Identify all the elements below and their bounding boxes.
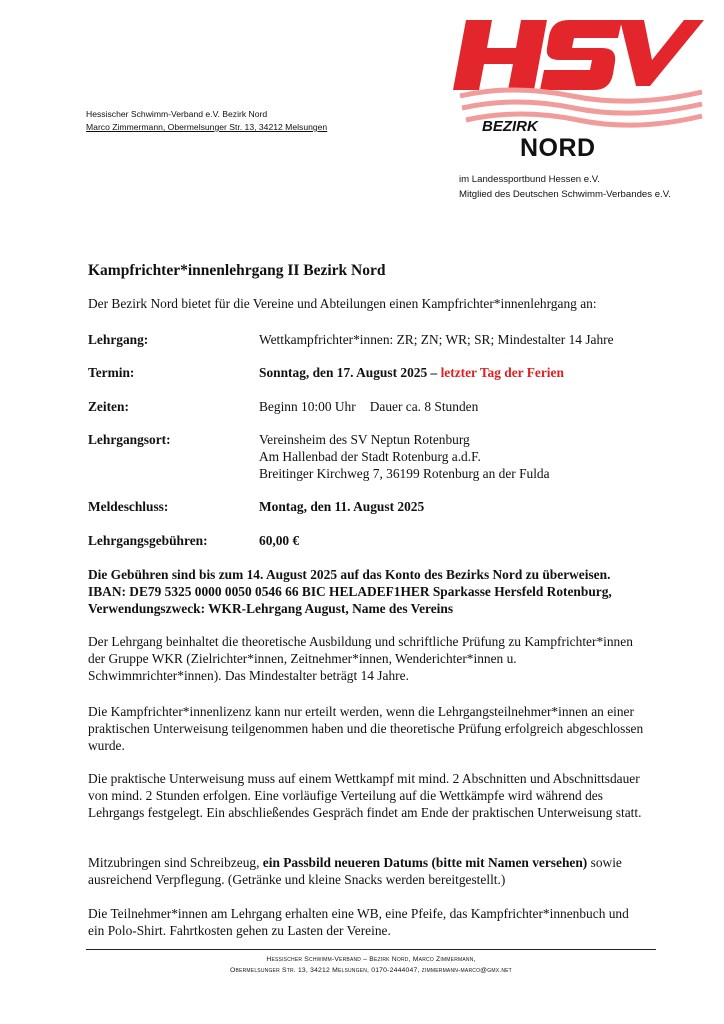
logo-wave-1 <box>460 90 702 101</box>
value-meldeschluss: Montag, den 11. August 2025 <box>259 499 425 514</box>
value-gebuehren: 60,00 € <box>259 533 300 548</box>
para4-part-a: Mitzubringen sind Schreibzeug, <box>88 855 263 870</box>
zeiten-beginn: Beginn 10:00 Uhr <box>259 399 356 414</box>
paragraph-4 <box>88 854 648 888</box>
label-zeiten: Zeiten: <box>88 399 129 414</box>
logo-nord: NORD <box>520 134 596 162</box>
logo-letter-v <box>620 20 704 86</box>
footer-line-2: Obermelsunger Str. 13, 34212 Melsungen, 0170-2444047, zimmermann-marco@gmx.net <box>230 967 512 974</box>
assoc-line-2: Mitglied des Deutschen Schwimm-Verbandes e.V. <box>459 189 671 200</box>
sender-name: Hessischer Schwimm-Verband e.V. Bezirk Nord <box>86 109 268 119</box>
logo-letter-h <box>453 20 547 90</box>
label-lehrgang: Lehrgang: <box>88 332 149 347</box>
label-gebuehren: Lehrgangsgebühren: <box>88 533 208 548</box>
value-zeiten-wrap <box>259 398 478 415</box>
label-meldeschluss: Meldeschluss: <box>88 499 169 514</box>
ort-line-1: Vereinsheim des SV Neptun Rotenburg <box>259 432 470 447</box>
ort-line-3: Breitinger Kirchweg 7, 36199 Rotenburg an der Fulda <box>259 466 550 481</box>
document-title: Kampfrichter*innenlehrgang II Bezirk Nord <box>88 262 386 279</box>
paragraph-5: Die Teilnehmer*innen am Lehrgang erhalten eine WB, eine Pfeife, das Kampfrichter*innenbuch und ein Polo-Shirt. Fahrtkosten gehen zu Lasten der Vereine. <box>88 906 629 938</box>
paragraph-2: Die Kampfrichter*innenlizenz kann nur erteilt werden, wenn die Lehrgangsteilnehmer*innen an einer praktischen Unterweisung teilgenommen haben und die theoretische Prüfung erfolgreich abgeschlossen wurde. <box>88 704 644 753</box>
footer-divider <box>86 949 656 950</box>
association-info <box>459 172 671 202</box>
para4-part-b: ein Passbild neueren Datums (bitte mit Namen versehen) <box>262 855 588 870</box>
logo-bezirk: BEZIRK <box>482 118 538 135</box>
zeiten-dauer: Dauer ca. 8 Stunden <box>369 399 479 414</box>
logo-wave-2 <box>462 102 702 113</box>
intro-text: Der Bezirk Nord bietet für die Vereine und Abteilungen einen Kampfrichter*innenlehrgang an: <box>88 296 597 311</box>
sender-block <box>86 108 327 134</box>
paragraph-1: Der Lehrgang beinhaltet die theoretische Ausbildung und schriftliche Prüfung zu Kampfrichter*innen der Gruppe WKR (Zielrichter*innen, Zeitnehmer*innen, Wenderichter*innen u. Schwimmrichter*innen). Das Mindestalter beträgt 14 Jahre. <box>88 634 633 683</box>
ort-line-2: Am Hallenbad der Stadt Rotenburg a.d.F. <box>259 449 481 464</box>
value-termin-wrap <box>259 364 564 381</box>
footer-line-1: Hessischer Schwimm-Verband – Bezirk Nord, Marco Zimmermann, <box>266 956 476 963</box>
label-lehrgangsort: Lehrgangsort: <box>88 432 171 447</box>
termin-note: letzter Tag der Ferien <box>437 365 564 380</box>
label-termin: Termin: <box>88 365 135 380</box>
value-termin: Sonntag, den 17. August 2025 – <box>259 365 438 380</box>
para4-part-c: sowie ausreichend Verpflegung. (Getränke und kleine Snacks werden bereitgestellt.) <box>88 855 622 887</box>
sender-address: Marco Zimmermann, Obermelsunger Str. 13, 34212 Melsungen <box>86 122 328 132</box>
paragraph-3: Die praktische Unterweisung muss auf einem Wettkampf mit mind. 2 Abschnitten und Abschnittsdauer von mind. 2 Stunden erfolgen. Eine vorläufige Verteilung auf die Wettkämpfe wird während des Lehrgangs festgelegt. Ein abschließendes Gespräch findet am Ende der praktischen Unterweisung statt. <box>88 771 642 820</box>
value-lehrgang: Wettkampfrichter*innen: ZR; ZN; WR; SR; Mindestalter 14 Jahre <box>259 332 614 347</box>
payment-info: Die Gebühren sind bis zum 14. August 2025 auf das Konto des Bezirks Nord zu überweisen. IBAN: DE79 5325 0000 0050 0546 66 BIC HELADEF1HER Sparkasse Hersfeld Rotenburg, Verwendungszweck: WKR-Lehrgang August, Name des Vereins <box>88 567 612 616</box>
logo-letter-s <box>540 20 622 90</box>
assoc-line-1: im Landessportbund Hessen e.V. <box>459 174 600 185</box>
footer <box>86 954 656 976</box>
